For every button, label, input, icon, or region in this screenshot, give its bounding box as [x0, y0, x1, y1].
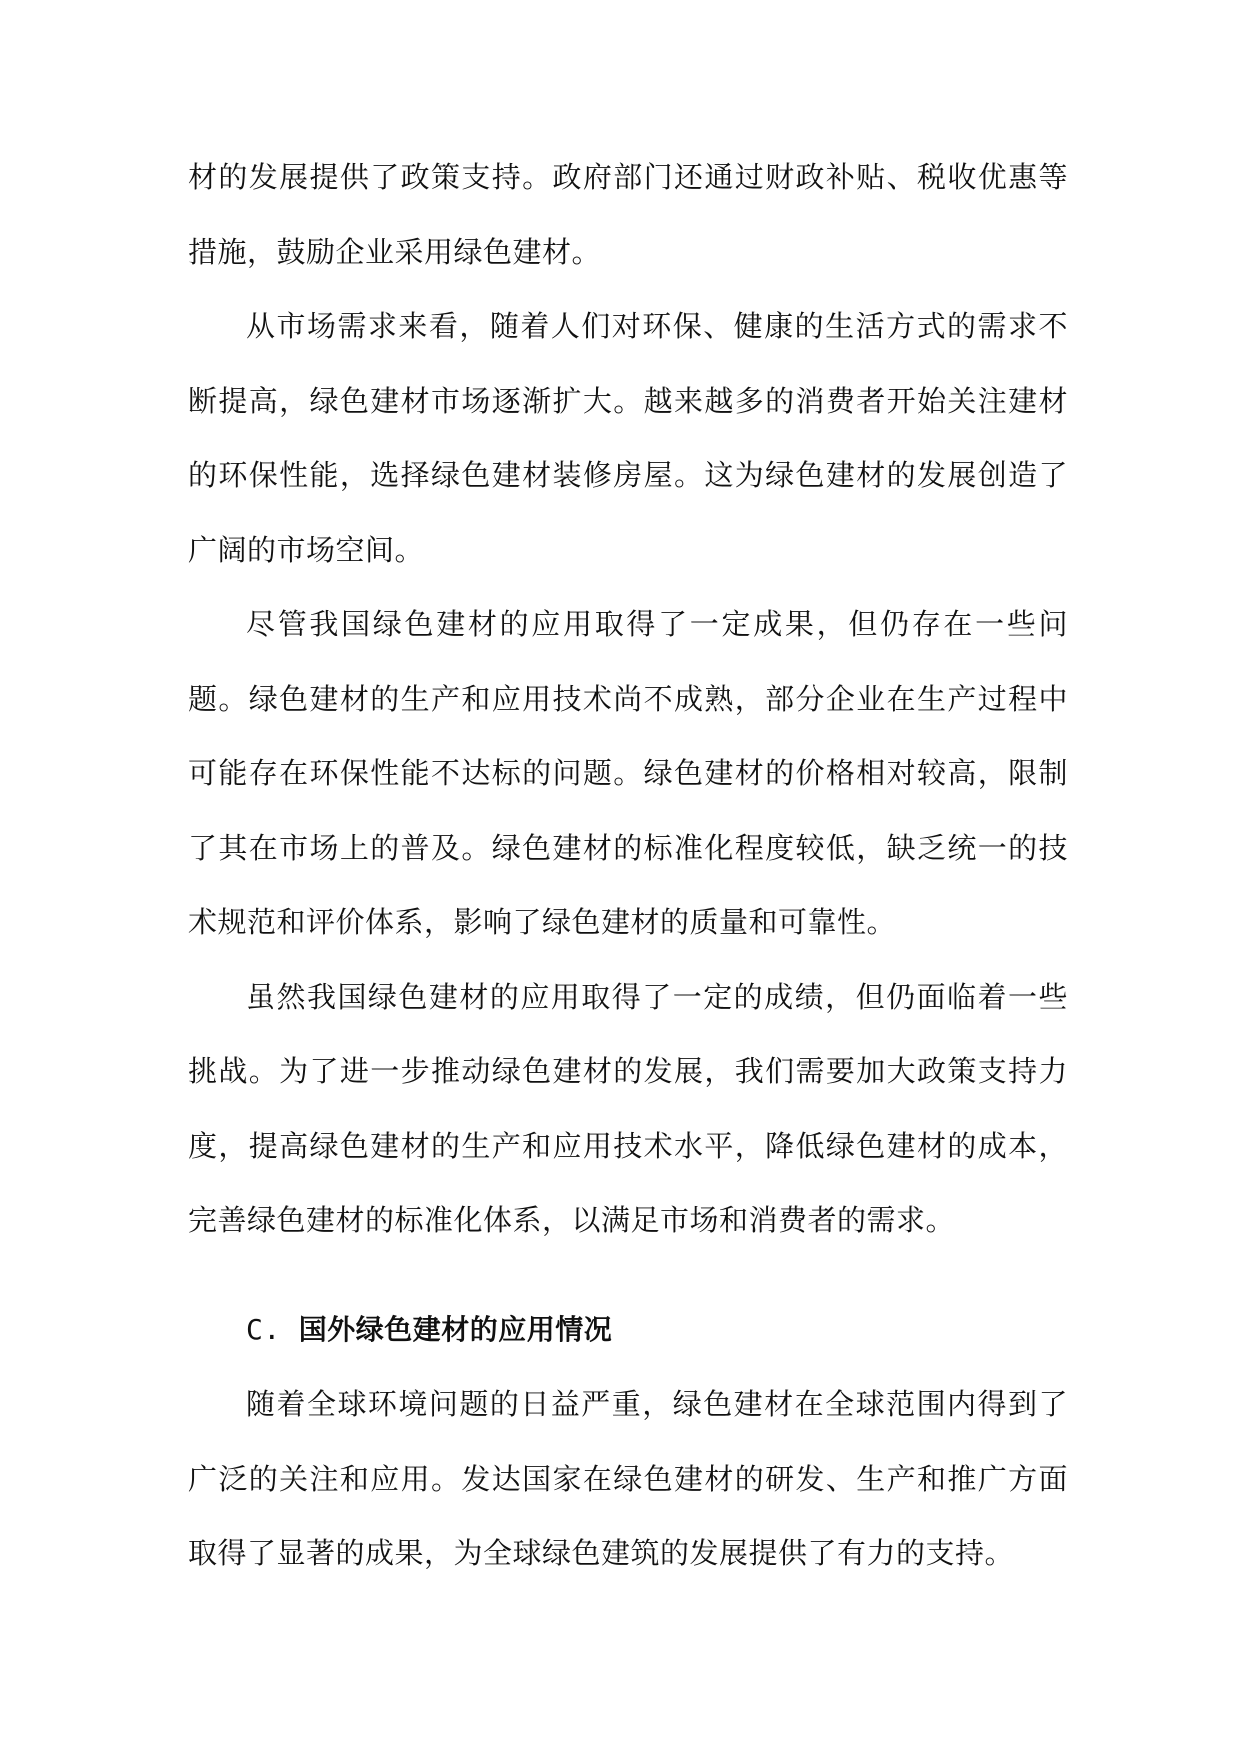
paragraph-challenges: 虽然我国绿色建材的应用取得了一定的成绩，但仍面临着一些挑战。为了进一步推动绿色建材的发展，我们需要加大政策支持力度，提高绿色建材的生产和应用技术水平，降低绿色建材的成本，完善绿色建材的标准化体系，以满足市场和消费者的需求。: [188, 979, 1068, 1237]
paragraph-continuation: 材的发展提供了政策支持。政府部门还通过财政补贴、税收优惠等措施，鼓励企业采用绿色建材。: [188, 160, 1068, 269]
document-body: [188, 140, 1068, 1591]
section-heading: [188, 1293, 1068, 1368]
paragraph-problems: 尽管我国绿色建材的应用取得了一定成果，但仍存在一些问题。绿色建材的生产和应用技术尚不成熟，部分企业在生产过程中可能存在环保性能不达标的问题。绿色建材的价格相对较高，限制了其在市场上的普及。绿色建材的标准化程度较低，缺乏统一的技术规范和评价体系，影响了绿色建材的质量和可靠性。: [188, 607, 1068, 939]
paragraph-market-demand: 从市场需求来看，随着人们对环保、健康的生活方式的需求不断提高，绿色建材市场逐渐扩大。越来越多的消费者开始关注建材的环保性能，选择绿色建材装修房屋。这为绿色建材的发展创造了广阔的市场空间。: [188, 309, 1068, 567]
section-number: C.: [246, 1312, 281, 1346]
section-title: 国外绿色建材的应用情况: [298, 1312, 613, 1346]
paragraph-foreign-application: 随着全球环境问题的日益严重，绿色建材在全球范围内得到了广泛的关注和应用。发达国家在绿色建材的研发、生产和推广方面取得了显著的成果，为全球绿色建筑的发展提供了有力的支持。: [188, 1387, 1068, 1570]
